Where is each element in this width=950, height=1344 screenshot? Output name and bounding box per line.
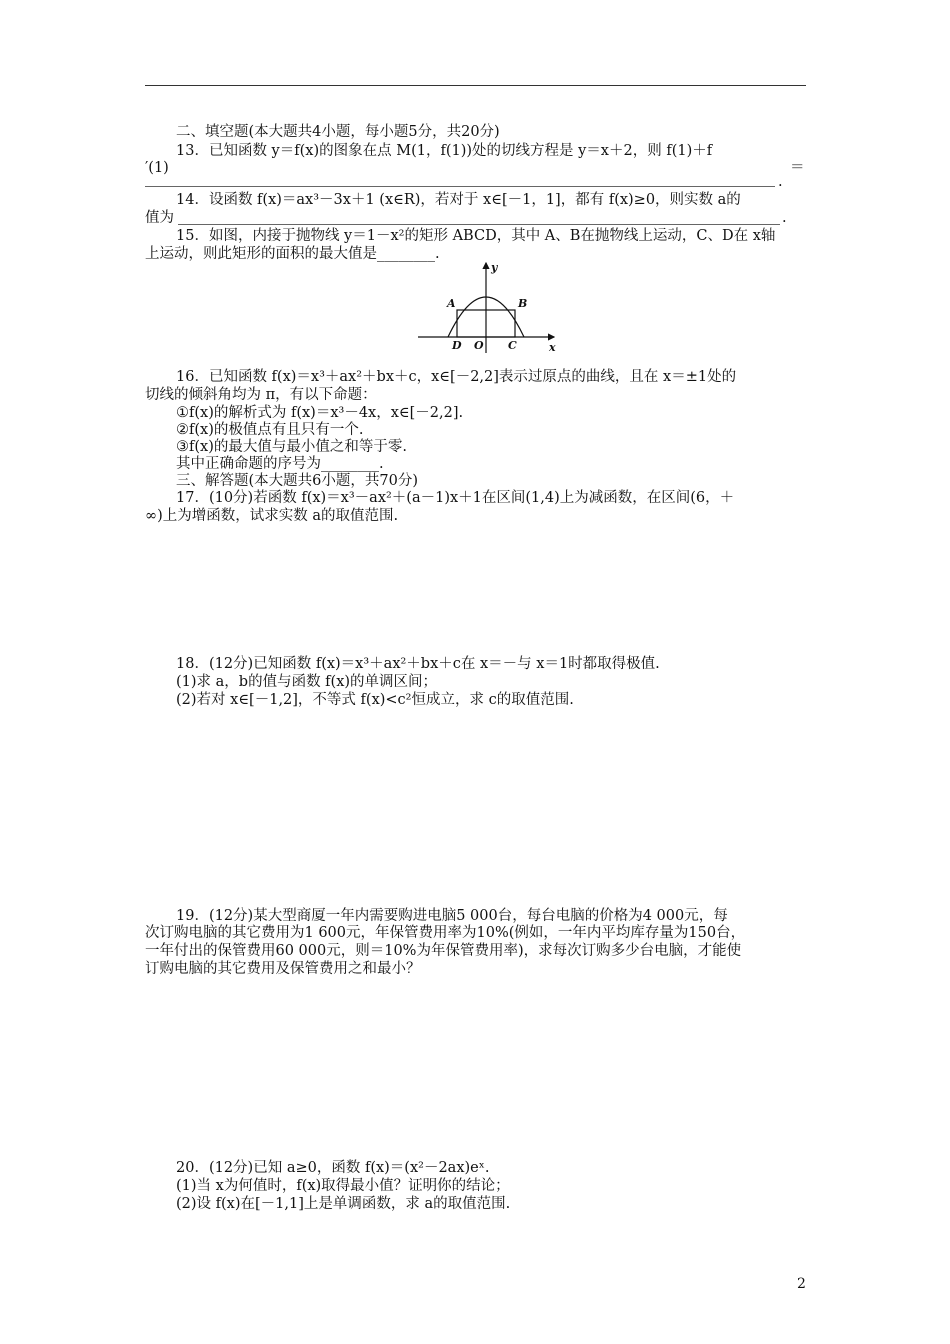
- q17-line2: ∞)上为增函数，试求实数 a的取值范围.: [145, 508, 399, 524]
- q13-end: .: [778, 174, 783, 190]
- label-d: D: [452, 339, 462, 352]
- q18-line2: (1)求 a，b的值与函数 f(x)的单调区间；: [176, 674, 438, 690]
- q19-line2: 次订购电脑的其它费用为1 600元，年保管费用率为10%(例如，一年内平均库存量为150台，: [145, 925, 746, 941]
- q13-line2: ′(1): [145, 160, 169, 176]
- q16-ask: 其中正确命题的序号为________.: [176, 456, 384, 472]
- q18-line3: (2)若对 x∈[－1,2]，不等式 f(x)<c²恒成立，求 c的取值范围.: [176, 692, 574, 708]
- q14-line1: 14．设函数 f(x)＝ax³－3x＋1 (x∈R)，若对于 x∈[－1，1]，都有 f(x)≥0，则实数 a的: [176, 192, 741, 208]
- q20-line3: (2)设 f(x)在[－1,1]上是单调函数，求 a的取值范围.: [176, 1196, 511, 1212]
- parabola-rectangle-figure: [412, 257, 562, 357]
- q19-line1: 19．(12分)某大型商厦一年内需要购进电脑5 000台，每台电脑的价格为4 000元，每: [176, 908, 728, 924]
- q15-line2: 上运动，则此矩形的面积的最大值是________.: [145, 246, 440, 262]
- q16-line1: 16．已知函数 f(x)＝x³＋ax²＋bx＋c，x∈[－2,2]表示过原点的曲线，且在 x＝±1处的: [176, 369, 737, 385]
- q13-line1: 13．已知函数 y＝f(x)的图象在点 M(1，f(1))处的切线方程是 y＝x＋2，则 f(1)＋f: [176, 143, 713, 159]
- q20-line1: 20．(12分)已知 a≥0，函数 f(x)＝(x²－2ax)eˣ.: [176, 1160, 490, 1176]
- q16-item1: ①f(x)的解析式为 f(x)＝x³－4x，x∈[－2,2].: [176, 405, 464, 421]
- q20-line2: (1)当 x为何值时，f(x)取得最小值？证明你的结论；: [176, 1178, 510, 1194]
- q19-line4: 订购电脑的其它费用及保管费用之和最小？: [145, 961, 421, 977]
- q17-line1: 17．(10分)若函数 f(x)＝x³－ax²＋(a－1)x＋1在区间(1,4)上为减函数，在区间(6，＋: [176, 490, 735, 506]
- label-x: x: [549, 341, 556, 354]
- header-rule: [145, 85, 806, 86]
- label-b: B: [518, 297, 528, 310]
- label-c: C: [508, 339, 517, 352]
- label-o: O: [474, 339, 484, 352]
- q16-line2: 切线的倾斜角均为 π，有以下命题：: [145, 387, 377, 403]
- q14-line2: 值为: [145, 210, 174, 226]
- q18-line1: 18．(12分)已知函数 f(x)＝x³＋ax²＋bx＋c在 x＝－与 x＝1时都取得极值.: [176, 656, 660, 672]
- q13-equals: ＝: [790, 160, 805, 176]
- q15-line1: 15．如图，内接于抛物线 y＝1－x²的矩形 ABCD，其中 A、B在抛物线上运动，C、D在 x轴: [176, 228, 776, 244]
- q19-line3: 一年付出的保管费用60 000元，则＝10%为年保管费用率)，求每次订购多少台电脑，才能使: [145, 943, 742, 959]
- section2-title: 二、填空题(本大题共4小题，每小题5分，共20分): [176, 124, 500, 140]
- q16-item2: ②f(x)的极值点有且只有一个.: [176, 422, 364, 438]
- label-a: A: [447, 297, 456, 310]
- page-number: 2: [797, 1276, 806, 1292]
- q13-answer-blank: [145, 186, 775, 187]
- q14-answer-blank: [178, 224, 780, 225]
- q16-item3: ③f(x)的最大值与最小值之和等于零.: [176, 439, 407, 455]
- q14-end: .: [782, 210, 787, 226]
- label-y: y: [491, 261, 498, 274]
- section3-title: 三、解答题(本大题共6小题，共70分): [176, 473, 418, 489]
